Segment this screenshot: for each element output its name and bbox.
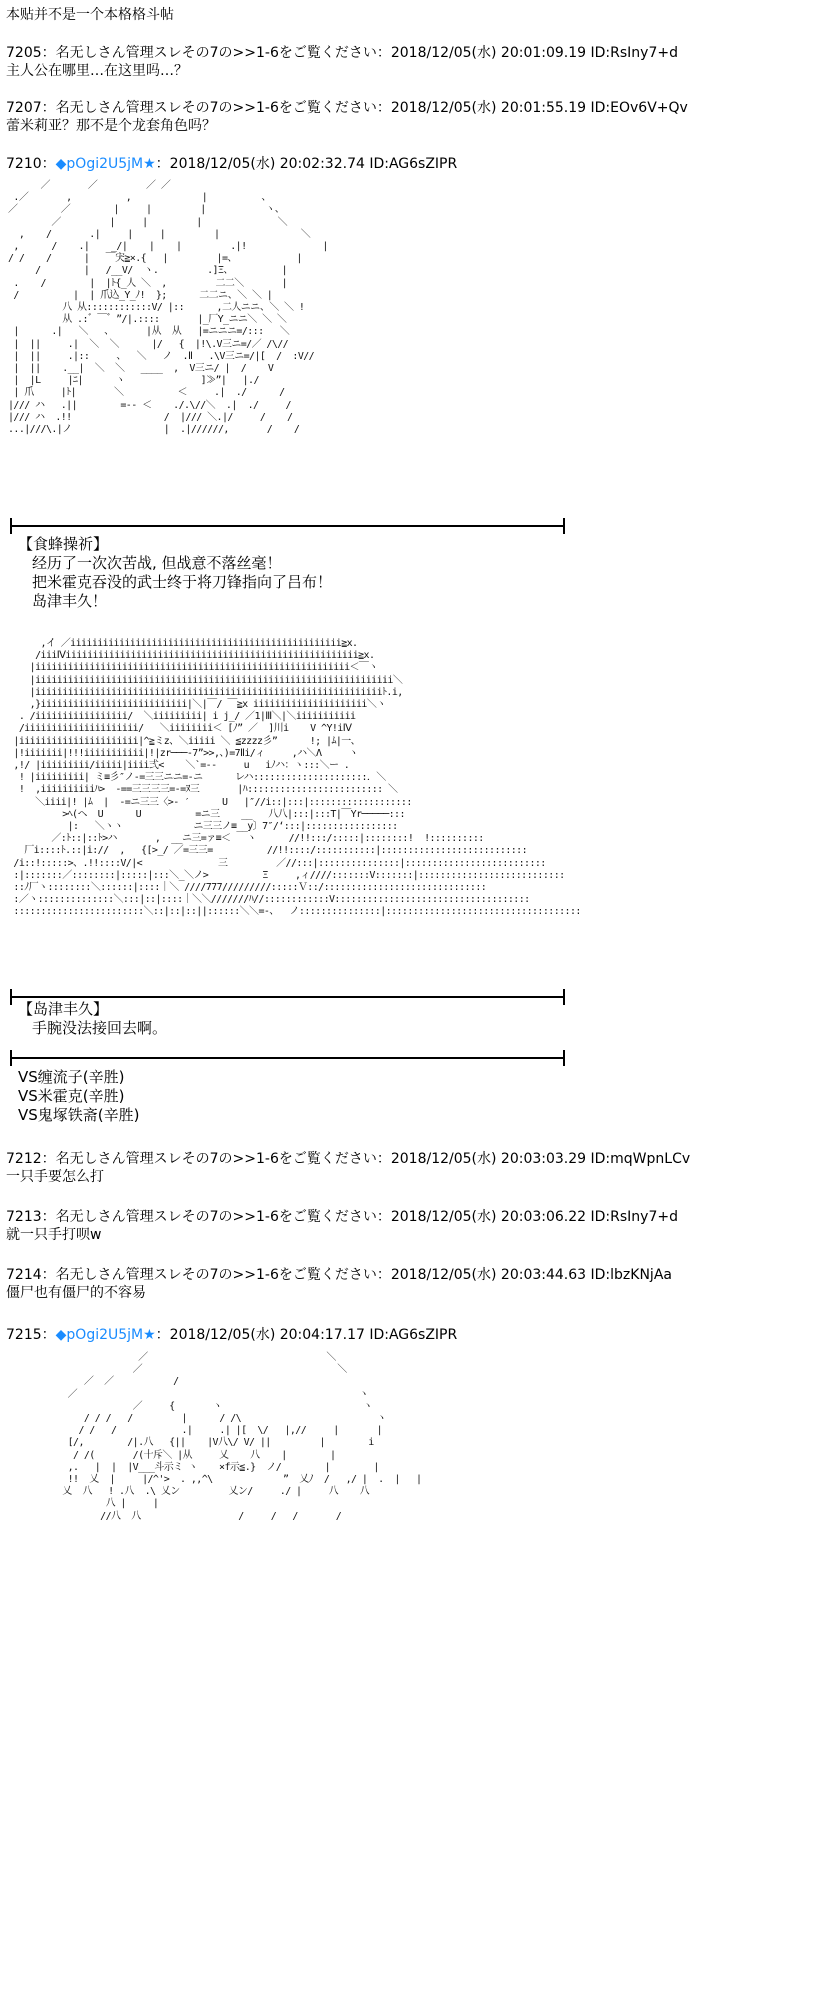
post-body: 僵尸也有僵尸的不容易 (6, 1285, 146, 1301)
author-trip[interactable]: ◆pOgi2U5jM★ (55, 1327, 156, 1343)
post-number: 7215： (6, 1327, 56, 1343)
ascii-art-figure: ,イ ／iiiiiiiiiiiiiiiiiiiiiiiiiiiiiiiiiiiiiiiiiiiiiiiiii≧x. /iiiⅣiiiiiiiiiiiiiiiiiiiiiiiiiiiiiiiiiiiiiiiiiiiiiiiiiiiiii≧x. |iiiiiiiiiiiiiiiiiiiiiiiiiiiiiiiiiiiiiiiiiiiiiiiiiiiiiiiiii＜￣ヽ |iiiiiiiiiiiiiiiiiiiiiiiiiiiiiiiiiiiiiiiiiiiiiiiiiiiiiiiiiiiiiiiiii＼ |iiiiiiiiiiiiiiiiiiiiiiiiiiiiiiiiiiiiiiiiiiiiiiiiiiiiiiiiiiiiiiiiﾄ.i, ,}iiiiiiiiiiiiiiiiiiiiiiiiiii|＼|￣/ ￣≧x iiiiiiiiiiiiiiiiiiiii＼ヽ . /iiiiiiiiiiiiiiiii/ ＼iiiiiiiii| i j_/ ／1|Ⅲ＼|＼iiiiiiiiiii /iiiiiiiiiiiiiiiiiiiii/ ＼iiiiiiii＜ [ﾉ” ／ ]川i V ^Y!iⅣ |iiiiiiiiiiiiiiiiiiiiii|^≧ミz、＼iiiii ＼ ≦zzzz彡” !; |ﾑ|一、 |!iiiiiii|!!!iiiiiiiiiii|!|zr───-7”>>,、)=7Ⅱi/ィ ,ハ＼Λ ヽ ,!/ |iiiiiiiii/iiiii|iiii弍< ＼`=-- u iﾉハ：ヽ:::＼ー . ! |iiiiiiiii| ミ≡彡″ノ-=三三ニニ=-ニ レハ:::::::::::::::::::::．＼ ! ,iiiiiiiiiiﾊ> -==三三三三=-=ﾇ三 |ﾊ::::::::::::::::::::::::: ＼ ＼iiii|! |ﾑ | -=ニ三三〈>- ′ U |″//i::|:::|::::::::::::::::::: >ﾍ(ヘ U U =ニ三 __ 八八|:::|:::T|￣Yr─────::: |: ＼ヽヽ ニ三三ノ≡__y〕7″/‘:::|::::::::::::::::: ／:ﾄ::|::ﾄ>ハ , __ニ三=ァ≡＜ ヽ //!!:::/:::::|::::::::! !:::::::::: 厂i::::ﾄ.::|i:// , {[>_/ ／=三三= //!!::::/:::::::::::|::::::::::::::::::::::::::: /i::!:::::>、.!!::::V/|< 三 ／//:::|:::::::::::::::|:::::::::::::::::::::::::: :|:::::::／::::::::|:::::|:::＼_＼ノ> Ξ ,ィ////:::::::V:::::::|::::::::::::::::::::::::::: ::ﾉ厂ヽ::::::::＼::::::|::::｜＼ ////777/////////:::::Ｖ::/:::::::::::::::::::::::::::::: :／ヽ::::::::::::::＼:::|::|::::｜＼＼///////ﾊ//::::::::::::V:::::::::::::::::::::::::::::::::::: ::::::::::::::::::::::::＼::|::|::||::::::＼＼=-、 ノ:::::::::::::::|:::::::::::::::::::::::::::::::::::: (13, 638, 581, 918)
post-meta: ：2018/12/05(水) 20:02:32.74 ID:AG6sZIPR (155, 156, 458, 172)
post-header: 7214：名无しさん管理スレその7の>>1-6をご覧ください：2018/12/05(水) 20:03:44.63 ID:lbzKNjAa (6, 1267, 672, 1283)
caption-line: 经历了一次次苦战, 但战意不落丝毫！ (32, 554, 282, 572)
post-body: 就一只手打呗w (6, 1227, 102, 1243)
caption-line: 岛津丰久！ (32, 592, 108, 610)
caption-block (18, 535, 332, 611)
caption-title: 【岛津丰久】 (18, 1000, 109, 1018)
post-meta: ：2018/12/05(水) 20:04:17.17 ID:AG6sZIPR (155, 1327, 458, 1343)
caption-title: 【食蜂操祈】 (18, 535, 109, 553)
result-item: VS缠流子(辛胜) (18, 1068, 125, 1086)
divider (10, 1057, 565, 1059)
caption-line: 把米霍克吞没的武士终于将刀锋指向了吕布！ (32, 573, 333, 591)
post-header: 7207：名无しさん管理スレその7の>>1-6をご覧ください：2018/12/05(水) 20:01:55.19 ID:EOv6V+Qv (6, 100, 688, 116)
post-header: 7213：名无しさん管理スレその7の>>1-6をご覧ください：2018/12/05(水) 20:03:06.22 ID:RsIny7+d (6, 1209, 678, 1225)
post-body: 蕾米莉亚？那不是个龙套角色吗？ (6, 118, 216, 134)
ascii-art-figure: ／ ／ ／ ／ .／ , , | 、 ／ ／ | | | ヽ、 ／ | | | ＼ , / .| | | | ＼ , / .| _/| | | .|! | / / / | ￣宊≧×.{ | |=、 | / | /__V/ ヽ. .]Ξ、 | . / | |ﾄ{_人 ＼ , 二二＼ | / | | 爪込_Y_ﾉ! }; 二二ニ、＼ ＼ | 八 从::::::::::::V/ |:: ,二人ニニ、＼ ＼ ! 从 .:゛￣゛”/|.:::: |_厂Y_ニニ＼ ＼ ＼ | .| ＼ 、 |从 从 |=ニニニ=/::: ＼ | || .| ＼ ＼ |/ { |!\.V三ニ=/／ /\// | || .|:: 、 ＼ ノ .Ⅱ .\V三ニ=/|[ / :V// | || .__| ＼ ＼ ____ , V三ニ/ | / V | |L |ﾆ| ヽ ]≫”| |./ | 爪 |ﾄ| ＼ ＜ .| ./ / |/// ハ .|| =-- ＜ ./.\//＼ .| ./ / |/// ハ .!! / |/// ＼.|/ / / ...|///\.|ノ | .|//////, / / (8, 180, 328, 436)
author-trip[interactable]: ◆pOgi2U5jM★ (55, 156, 156, 172)
post-body: 一只手要怎么打 (6, 1169, 104, 1185)
post-header (6, 155, 457, 173)
caption-block (18, 1000, 167, 1038)
ascii-art-figure: ／ ＼ ／ ＼ ／ ／ / ／ ヽ ／ { ヽ ヽ / / / / | / /\ ヽ / / / .| .| |[ \/ |,// | | [/, /|.八 {|| |V八\/ V/ || | i / /( /(十斥＼ |从 乂 八 | | ,. | | |V___斗示ミ ヽ ×f示≦.} ノ/ | | !! 乂 | |/^'> . ,,^\ ” 乂ﾉ / ,/ | . | | 乂 八 ! .八 .\ 乂ン 乂ン/ ./ | 八 八 八 | | //八 八 / / / / (62, 1352, 422, 1522)
caption-line: 手腕没法接回去啊。 (32, 1019, 168, 1037)
post-header: 7212：名无しさん管理スレその7の>>1-6をご覧ください：2018/12/05(水) 20:03:03.29 ID:mqWpnLCv (6, 1151, 691, 1167)
result-item: VS米霍克(辛胜) (18, 1087, 125, 1105)
post-number: 7210： (6, 156, 56, 172)
result-item: VS鬼塚铁斋(辛胜) (18, 1106, 140, 1124)
results-list (18, 1068, 140, 1125)
divider (10, 996, 565, 998)
post-body: 主人公在哪里…在这里吗…？ (6, 63, 188, 79)
post-header (6, 1326, 457, 1344)
intro-text: 本贴并不是一个本格格斗帖 (6, 7, 174, 23)
post-header: 7205：名无しさん管理スレその7の>>1-6をご覧ください：2018/12/05(水) 20:01:09.19 ID:RsIny7+d (6, 45, 678, 61)
divider (10, 525, 565, 527)
